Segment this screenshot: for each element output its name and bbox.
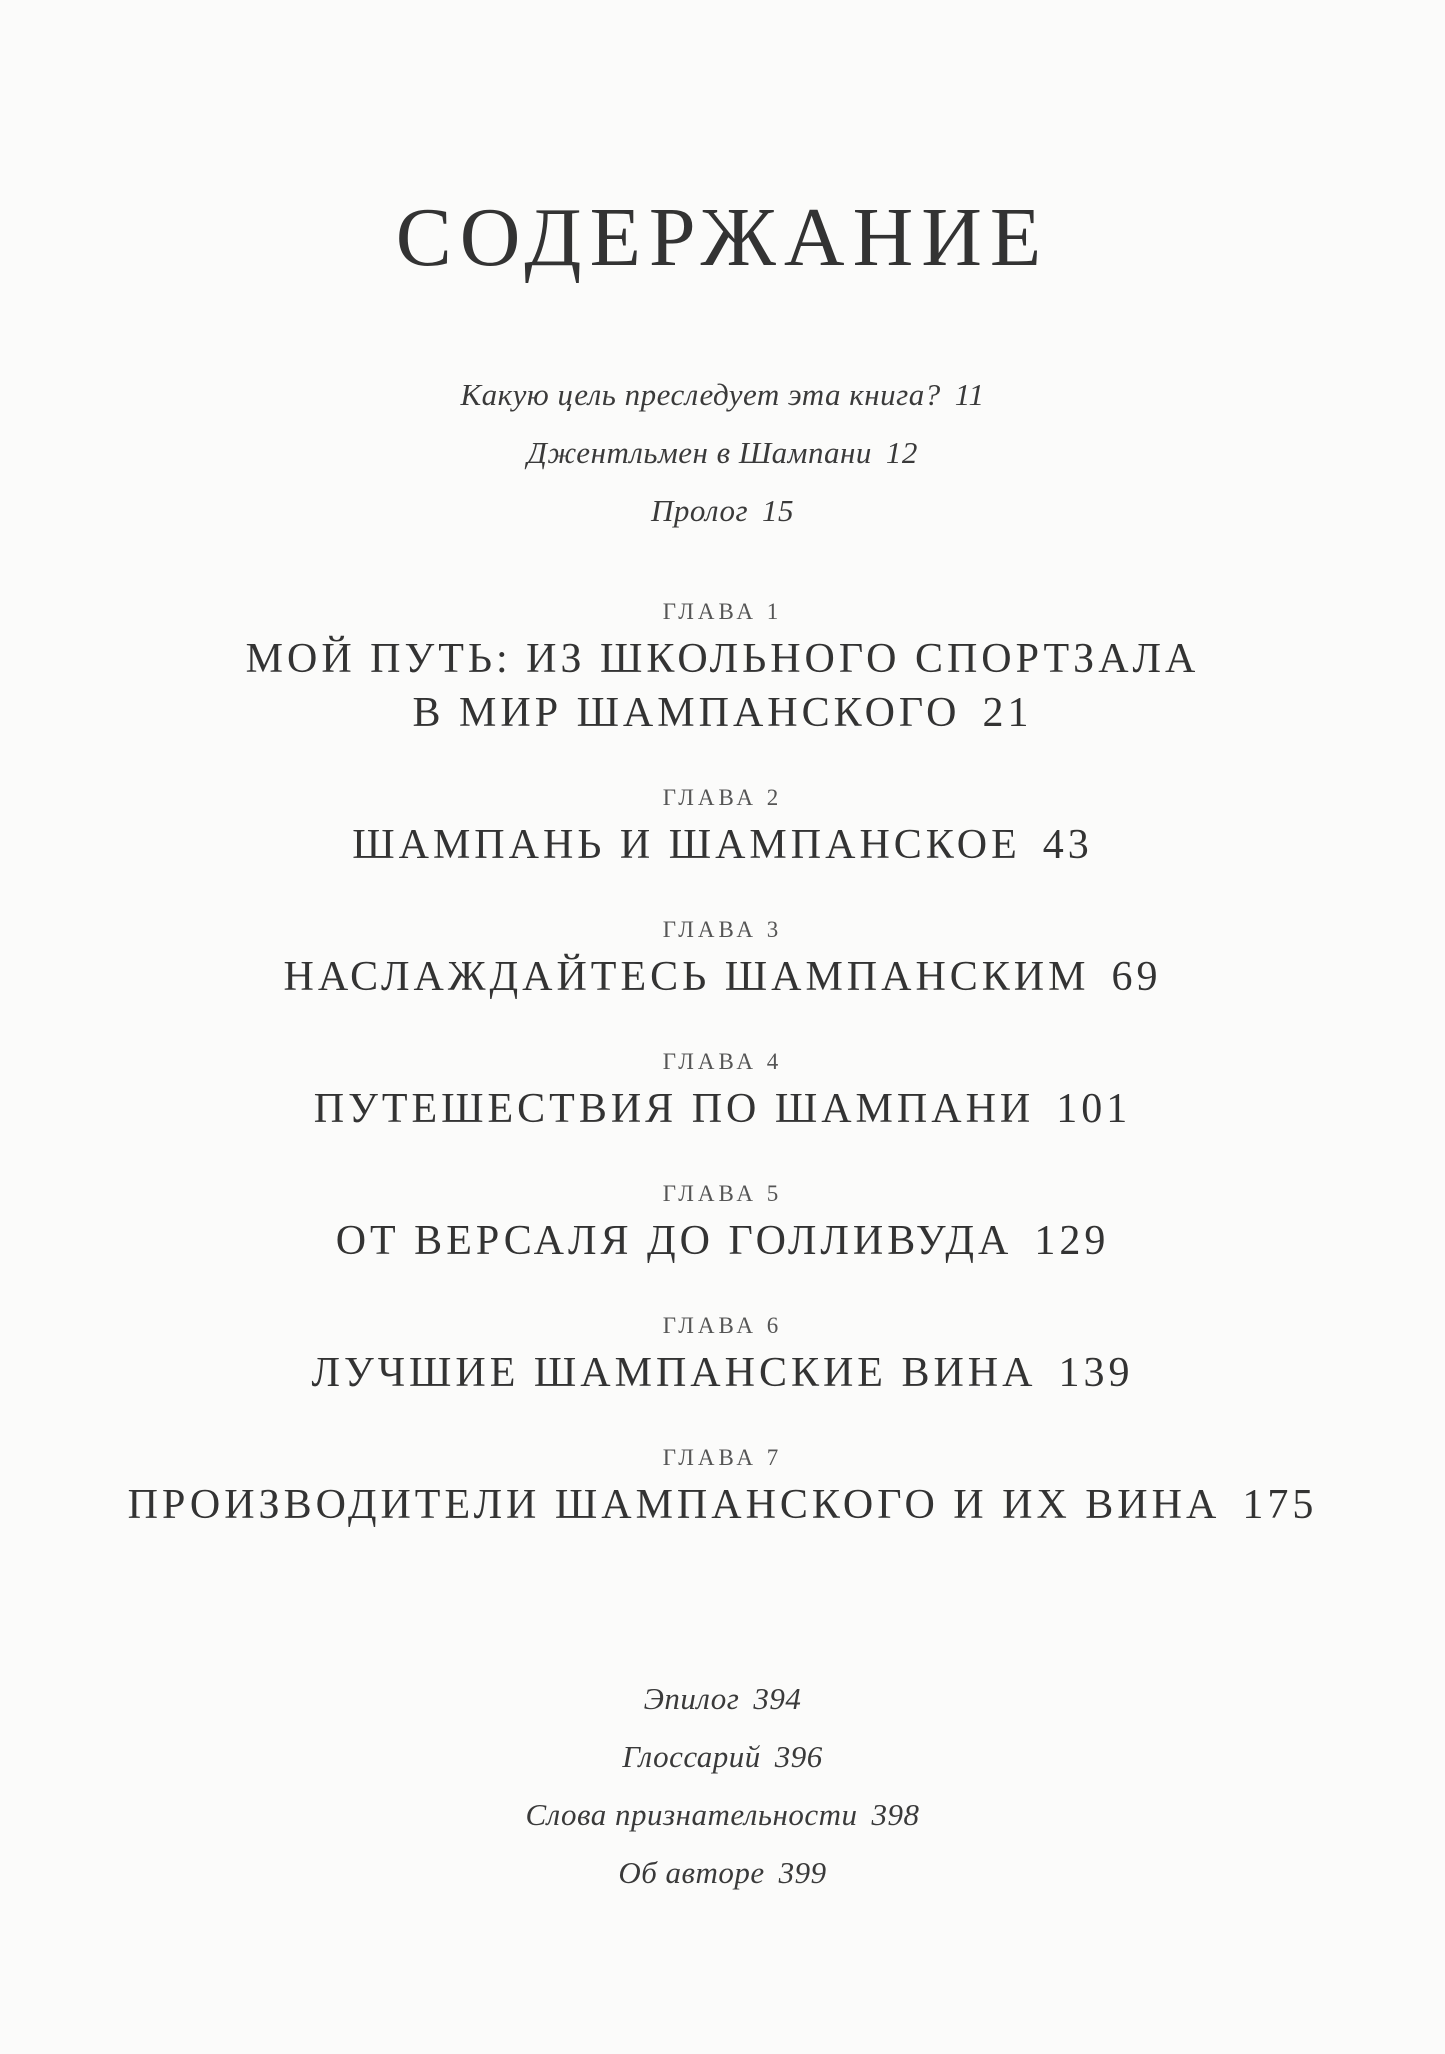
chapter-title (0, 950, 1445, 1004)
chapter-title-text: ШАМПАНЬ И ШАМПАНСКОЕ (352, 822, 1021, 868)
toc-entry-glossary[interactable] (0, 1728, 1445, 1786)
chapter-label: ГЛАВА 4 (662, 1049, 783, 1074)
toc-entry-epilogue[interactable] (0, 1670, 1445, 1728)
entry-page-number: 396 (774, 1739, 823, 1774)
chapter-title-line-1: МОЙ ПУТЬ: ИЗ ШКОЛЬНОГО СПОРТЗАЛА (245, 636, 1200, 682)
chapter-label: ГЛАВА 1 (662, 599, 783, 624)
entry-label: Эпилог (643, 1681, 740, 1716)
chapter-title-text: НАСЛАЖДАЙТЕСЬ ШАМПАНСКИМ (283, 954, 1090, 1000)
chapter-page-number: 43 (1042, 822, 1093, 868)
toc-entry-purpose[interactable] (0, 366, 1445, 424)
outro-list (0, 1670, 1445, 1902)
entry-label: Слова признательности (525, 1797, 858, 1832)
entry-label: Какую цель преследует эта книга? (460, 377, 941, 412)
chapter-title-text: В МИР ШАМПАНСКОГО (412, 690, 961, 736)
entry-page-number: 398 (871, 1797, 920, 1832)
chapter-list (0, 596, 1445, 1574)
entry-page-number: 11 (954, 377, 985, 412)
chapter-5[interactable] (0, 1178, 1445, 1268)
chapter-label: ГЛАВА 6 (662, 1313, 783, 1338)
chapter-page-number: 139 (1058, 1350, 1134, 1396)
entry-page-number: 12 (885, 435, 918, 470)
toc-entry-about-author[interactable] (0, 1844, 1445, 1902)
chapter-1[interactable] (0, 596, 1445, 740)
chapter-title (0, 632, 1445, 740)
chapter-page-number: 101 (1056, 1086, 1132, 1132)
entry-label: Об авторе (618, 1855, 765, 1890)
entry-label: Глоссарий (622, 1739, 761, 1774)
entry-page-number: 399 (778, 1855, 827, 1890)
toc-entry-prologue[interactable] (0, 482, 1445, 540)
chapter-title-text: ЛУЧШИЕ ШАМПАНСКИЕ ВИНА (311, 1350, 1037, 1396)
chapter-title-text: ПРОИЗВОДИТЕЛИ ШАМПАНСКОГО И ИХ ВИНА (127, 1482, 1221, 1528)
chapter-title (0, 818, 1445, 872)
chapter-label: ГЛАВА 5 (662, 1181, 783, 1206)
chapter-title (0, 1214, 1445, 1268)
chapter-4[interactable] (0, 1046, 1445, 1136)
intro-list (0, 366, 1445, 540)
toc-entry-acknowledgements[interactable] (0, 1786, 1445, 1844)
chapter-title-text: ОТ ВЕРСАЛЯ ДО ГОЛЛИВУДА (335, 1218, 1013, 1264)
chapter-label: ГЛАВА 3 (662, 917, 783, 942)
chapter-label: ГЛАВА 2 (662, 785, 783, 810)
chapter-3[interactable] (0, 914, 1445, 1004)
chapter-page-number: 175 (1242, 1482, 1318, 1528)
chapter-page-number: 69 (1111, 954, 1162, 1000)
chapter-7[interactable] (0, 1442, 1445, 1532)
toc-entry-gentleman[interactable] (0, 424, 1445, 482)
chapter-label: ГЛАВА 7 (662, 1445, 783, 1470)
chapter-title-text: ПУТЕШЕСТВИЯ ПО ШАМПАНИ (313, 1086, 1035, 1132)
chapter-title (0, 1082, 1445, 1136)
entry-page-number: 394 (753, 1681, 802, 1716)
chapter-page-number: 129 (1034, 1218, 1110, 1264)
page-title: СОДЕРЖАНИЕ (395, 191, 1050, 285)
chapter-6[interactable] (0, 1310, 1445, 1400)
entry-label: Пролог (650, 493, 749, 528)
chapter-page-number: 21 (982, 690, 1033, 736)
chapter-title (0, 1346, 1445, 1400)
entry-label: Джентльмен в Шампани (527, 435, 872, 470)
chapter-title-line-2 (0, 686, 1445, 740)
entry-page-number: 15 (762, 493, 795, 528)
chapter-title (0, 1478, 1445, 1532)
chapter-2[interactable] (0, 782, 1445, 872)
